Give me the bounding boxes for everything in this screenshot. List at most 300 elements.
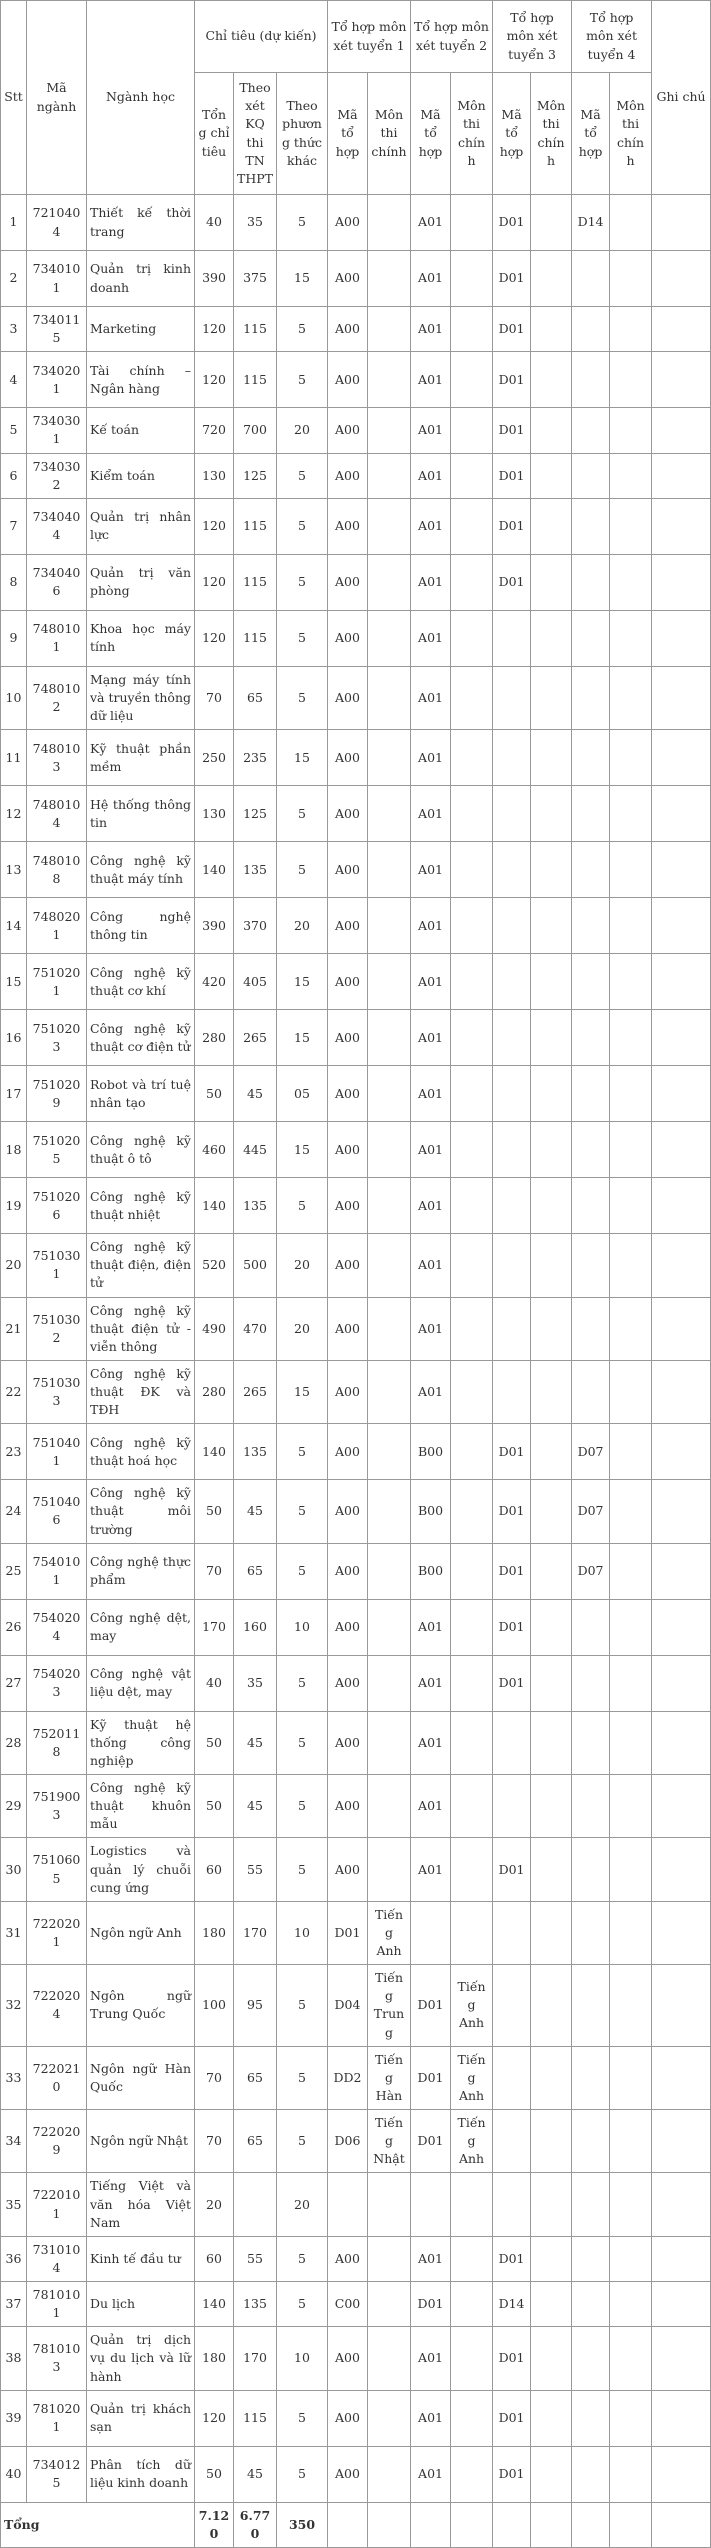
row-combo3-code: D01 <box>493 2327 531 2390</box>
row-combo1-main <box>368 1655 411 1711</box>
row-combo2-code: A01 <box>411 2390 451 2446</box>
row-major: Tiếng Việt và văn hóa Việt Nam <box>87 2173 195 2236</box>
row-combo2-code: A01 <box>411 1775 451 1838</box>
row-combo3-main <box>531 2046 572 2109</box>
row-combo4-main <box>610 2390 652 2446</box>
row-combo2-code: A01 <box>411 1838 451 1901</box>
row-combo1-main <box>368 786 411 842</box>
row-combo4-main <box>610 842 652 898</box>
row-code: 7220204 <box>27 1965 87 2047</box>
row-code: 7510401 <box>27 1424 87 1480</box>
row-major: Công nghệ kỹ thuật điện tử - viễn thông <box>87 1297 195 1360</box>
row-combo4-main <box>610 2046 652 2109</box>
row-stt: 19 <box>1 1178 27 1234</box>
row-quota-exam: 135 <box>234 842 277 898</box>
row-quota-total: 60 <box>195 2236 234 2281</box>
row-quota-total: 60 <box>195 1838 234 1901</box>
table-row <box>1 2110 711 2173</box>
table-row <box>1 1901 711 1964</box>
row-combo4-main <box>610 2173 652 2236</box>
row-combo4-code <box>572 1297 610 1360</box>
row-combo2-code: A01 <box>411 307 451 352</box>
row-major: Du lịch <box>87 2282 195 2327</box>
row-stt: 18 <box>1 1122 27 1178</box>
row-quota-exam: 45 <box>234 1711 277 1774</box>
row-combo3-code: D01 <box>493 1543 531 1599</box>
row-combo2-main <box>451 1297 493 1360</box>
row-combo3-main <box>531 1424 572 1480</box>
row-combo2-main <box>451 666 493 729</box>
row-note <box>652 1901 711 1964</box>
row-combo2-code: A01 <box>411 610 451 666</box>
row-combo1-main <box>368 408 411 453</box>
row-combo1-code: A00 <box>328 498 368 554</box>
row-note <box>652 2173 711 2236</box>
row-major: Công nghệ kỹ thuật cơ điện tử <box>87 1010 195 1066</box>
row-quota-exam: 65 <box>234 2046 277 2109</box>
row-combo3-code <box>493 1775 531 1838</box>
row-combo4-code <box>572 1360 610 1423</box>
row-code: 7480201 <box>27 898 87 954</box>
row-code: 7340125 <box>27 2446 87 2502</box>
row-combo1-main <box>368 453 411 498</box>
row-quota-other: 20 <box>277 1234 328 1297</box>
row-combo2-main <box>451 954 493 1010</box>
row-combo2-main <box>451 610 493 666</box>
row-combo2-code: A01 <box>411 954 451 1010</box>
row-quota-exam: 115 <box>234 610 277 666</box>
row-note <box>652 453 711 498</box>
row-stt: 23 <box>1 1424 27 1480</box>
row-note <box>652 554 711 610</box>
row-quota-total: 50 <box>195 1775 234 1838</box>
row-combo1-code: A00 <box>328 554 368 610</box>
row-combo4-code <box>572 1838 610 1901</box>
row-quota-other: 10 <box>277 1599 328 1655</box>
row-combo1-main <box>368 1122 411 1178</box>
row-combo1-main <box>368 1599 411 1655</box>
row-combo1-main <box>368 2446 411 2502</box>
row-combo2-main <box>451 554 493 610</box>
row-combo4-code <box>572 1234 610 1297</box>
row-combo2-code: A01 <box>411 666 451 729</box>
row-combo3-main <box>531 554 572 610</box>
row-major: Công nghệ kỹ thuật khuôn mẫu <box>87 1775 195 1838</box>
row-combo4-code <box>572 1599 610 1655</box>
row-combo4-main <box>610 1066 652 1122</box>
row-combo3-main <box>531 1599 572 1655</box>
row-combo2-main <box>451 251 493 307</box>
row-major: Ngôn ngữ Anh <box>87 1901 195 1964</box>
row-code: 7310104 <box>27 2236 87 2281</box>
row-combo4-code <box>572 453 610 498</box>
row-combo2-main <box>451 1066 493 1122</box>
row-code: 7480102 <box>27 666 87 729</box>
row-quota-total: 120 <box>195 307 234 352</box>
row-combo4-main <box>610 453 652 498</box>
row-quota-total: 70 <box>195 2046 234 2109</box>
row-combo4-main <box>610 1655 652 1711</box>
row-major: Công nghệ kỹ thuật ô tô <box>87 1122 195 1178</box>
row-major: Logistics và quản lý chuỗi cung ứng <box>87 1838 195 1901</box>
row-combo2-code: A01 <box>411 1010 451 1066</box>
row-combo4-main <box>610 2282 652 2327</box>
row-stt: 17 <box>1 1066 27 1122</box>
row-quota-other: 5 <box>277 666 328 729</box>
row-combo2-code: A01 <box>411 2236 451 2281</box>
row-combo1-main <box>368 1424 411 1480</box>
row-code: 7210404 <box>27 195 87 251</box>
row-combo3-code <box>493 1010 531 1066</box>
row-quota-exam: 370 <box>234 898 277 954</box>
header-stt: Stt <box>1 1 27 195</box>
row-quota-total: 50 <box>195 2446 234 2502</box>
row-combo3-code <box>493 730 531 786</box>
table-row <box>1 1543 711 1599</box>
row-combo1-code: A00 <box>328 954 368 1010</box>
row-combo2-main <box>451 195 493 251</box>
row-stt: 4 <box>1 352 27 408</box>
row-note <box>652 1066 711 1122</box>
table-row <box>1 1838 711 1901</box>
row-combo1-main <box>368 307 411 352</box>
table-row <box>1 666 711 729</box>
row-combo4-code <box>572 2236 610 2281</box>
row-combo1-main <box>368 251 411 307</box>
row-combo4-code <box>572 1010 610 1066</box>
row-combo4-main <box>610 1122 652 1178</box>
row-combo1-main <box>368 195 411 251</box>
row-quota-total: 120 <box>195 498 234 554</box>
table-row <box>1 1599 711 1655</box>
row-quota-exam: 160 <box>234 1599 277 1655</box>
row-combo2-main <box>451 1480 493 1543</box>
row-combo2-main <box>451 1655 493 1711</box>
row-combo2-code: A01 <box>411 1360 451 1423</box>
row-combo3-main <box>531 1655 572 1711</box>
row-combo2-code: A01 <box>411 554 451 610</box>
row-major: Quản trị nhân lực <box>87 498 195 554</box>
row-stt: 26 <box>1 1599 27 1655</box>
row-stt: 29 <box>1 1775 27 1838</box>
total-exam: 6.770 <box>234 2502 277 2547</box>
header-quota-group: Chỉ tiêu (dự kiến) <box>195 1 328 73</box>
row-stt: 40 <box>1 2446 27 2502</box>
row-combo2-main <box>451 2390 493 2446</box>
row-code: 7520118 <box>27 1711 87 1774</box>
row-combo3-main <box>531 1965 572 2047</box>
row-combo3-code: D01 <box>493 1599 531 1655</box>
row-quota-total: 120 <box>195 2390 234 2446</box>
row-major: Công nghệ kỹ thuật cơ khí <box>87 954 195 1010</box>
row-combo4-code <box>572 251 610 307</box>
row-quota-exam <box>234 2173 277 2236</box>
row-quota-exam: 115 <box>234 554 277 610</box>
row-combo3-main <box>531 1901 572 1964</box>
row-major: Kiểm toán <box>87 453 195 498</box>
row-code: 7220210 <box>27 2046 87 2109</box>
row-combo1-main <box>368 1775 411 1838</box>
row-combo1-code: A00 <box>328 1178 368 1234</box>
row-combo2-code: A01 <box>411 195 451 251</box>
header-combo-code: Mã tổ hợp <box>328 73 368 195</box>
row-combo4-code <box>572 2390 610 2446</box>
row-combo2-main <box>451 1360 493 1423</box>
row-quota-exam: 95 <box>234 1965 277 2047</box>
row-code: 7340406 <box>27 554 87 610</box>
row-combo2-main <box>451 2236 493 2281</box>
row-combo1-main <box>368 498 411 554</box>
row-quota-other: 5 <box>277 1711 328 1774</box>
row-combo3-code: D01 <box>493 251 531 307</box>
row-quota-exam: 115 <box>234 307 277 352</box>
row-code: 7340404 <box>27 498 87 554</box>
row-note <box>652 1711 711 1774</box>
row-major: Kỹ thuật hệ thống công nghiệp <box>87 1711 195 1774</box>
row-combo4-main <box>610 2110 652 2173</box>
row-code: 7340302 <box>27 453 87 498</box>
row-quota-total: 70 <box>195 1543 234 1599</box>
row-combo3-code <box>493 1066 531 1122</box>
row-combo3-code: D01 <box>493 2446 531 2502</box>
row-stt: 34 <box>1 2110 27 2173</box>
row-note <box>652 1655 711 1711</box>
row-combo1-code: A00 <box>328 352 368 408</box>
row-combo1-main: Tiếng Nhật <box>368 2110 411 2173</box>
row-combo2-main: Tiếng Anh <box>451 2110 493 2173</box>
row-combo2-main <box>451 498 493 554</box>
row-combo2-main <box>451 1838 493 1901</box>
header-note: Ghi chú <box>652 1 711 195</box>
header-combo-1: Tổ hợp môn xét tuyển 1 <box>328 1 411 73</box>
row-combo2-main <box>451 1178 493 1234</box>
row-quota-other: 5 <box>277 786 328 842</box>
row-combo1-code: A00 <box>328 730 368 786</box>
row-note <box>652 1297 711 1360</box>
header-combo-4: Tổ hợp môn xét tuyển 4 <box>572 1 652 73</box>
row-note <box>652 730 711 786</box>
table-row <box>1 2046 711 2109</box>
row-quota-exam: 170 <box>234 1901 277 1964</box>
row-combo3-main <box>531 954 572 1010</box>
row-quota-exam: 45 <box>234 2446 277 2502</box>
row-combo2-main <box>451 1775 493 1838</box>
row-combo2-main <box>451 1424 493 1480</box>
row-combo2-main <box>451 1901 493 1964</box>
row-combo2-main <box>451 408 493 453</box>
row-code: 7480108 <box>27 842 87 898</box>
row-note <box>652 1360 711 1423</box>
row-combo4-main <box>610 1480 652 1543</box>
row-combo3-code: D14 <box>493 2282 531 2327</box>
row-combo4-code <box>572 786 610 842</box>
row-stt: 16 <box>1 1010 27 1066</box>
row-quota-total: 50 <box>195 1480 234 1543</box>
row-combo4-main <box>610 666 652 729</box>
row-quota-exam: 65 <box>234 666 277 729</box>
table-row <box>1 352 711 408</box>
row-combo1-main <box>368 1234 411 1297</box>
row-combo2-code: A01 <box>411 898 451 954</box>
row-combo4-main <box>610 1360 652 1423</box>
row-major: Mạng máy tính và truyền thông dữ liệu <box>87 666 195 729</box>
row-combo4-main <box>610 251 652 307</box>
table-row <box>1 1965 711 2047</box>
row-combo4-code <box>572 554 610 610</box>
row-combo3-code <box>493 1711 531 1774</box>
row-quota-total: 720 <box>195 408 234 453</box>
row-quota-other: 5 <box>277 1655 328 1711</box>
table-row <box>1 251 711 307</box>
row-stt: 25 <box>1 1543 27 1599</box>
row-quota-other: 5 <box>277 195 328 251</box>
row-combo1-code <box>328 2173 368 2236</box>
row-combo4-code <box>572 2173 610 2236</box>
row-quota-other: 5 <box>277 554 328 610</box>
row-combo4-main <box>610 1965 652 2047</box>
row-combo1-code: A00 <box>328 1424 368 1480</box>
row-note <box>652 2327 711 2390</box>
row-stt: 6 <box>1 453 27 498</box>
row-note <box>652 1543 711 1599</box>
total-quota: 7.120 <box>195 2502 234 2547</box>
row-quota-total: 70 <box>195 2110 234 2173</box>
row-stt: 12 <box>1 786 27 842</box>
row-stt: 37 <box>1 2282 27 2327</box>
row-combo4-main <box>610 498 652 554</box>
row-combo4-main <box>610 554 652 610</box>
row-combo4-code <box>572 352 610 408</box>
row-combo1-main <box>368 610 411 666</box>
row-combo1-code: A00 <box>328 666 368 729</box>
row-major: Công nghệ kỹ thuật môi trường <box>87 1480 195 1543</box>
row-major: Quản trị dịch vụ du lịch và lữ hành <box>87 2327 195 2390</box>
row-combo2-code <box>411 2173 451 2236</box>
row-code: 7340201 <box>27 352 87 408</box>
table-row <box>1 2390 711 2446</box>
row-quota-exam: 265 <box>234 1010 277 1066</box>
row-combo2-main: Tiếng Anh <box>451 1965 493 2047</box>
row-combo3-code <box>493 898 531 954</box>
table-row <box>1 842 711 898</box>
row-combo2-main <box>451 898 493 954</box>
row-major: Công nghệ thông tin <box>87 898 195 954</box>
row-combo1-code: DD2 <box>328 2046 368 2109</box>
row-combo3-code: D01 <box>493 1655 531 1711</box>
row-combo3-code <box>493 1178 531 1234</box>
row-quota-total: 250 <box>195 730 234 786</box>
row-quota-total: 140 <box>195 842 234 898</box>
row-combo3-main <box>531 1775 572 1838</box>
row-major: Robot và trí tuệ nhân tạo <box>87 1066 195 1122</box>
row-note <box>652 898 711 954</box>
row-combo4-code: D07 <box>572 1480 610 1543</box>
row-combo3-code: D01 <box>493 2390 531 2446</box>
row-combo3-main <box>531 730 572 786</box>
row-combo2-code: A01 <box>411 786 451 842</box>
row-combo2-code: D01 <box>411 2282 451 2327</box>
row-combo4-main <box>610 2236 652 2281</box>
row-quota-exam: 135 <box>234 1178 277 1234</box>
row-stt: 35 <box>1 2173 27 2236</box>
row-combo1-main: Tiếng Trung <box>368 1965 411 2047</box>
row-stt: 36 <box>1 2236 27 2281</box>
row-quota-total: 140 <box>195 1424 234 1480</box>
row-code: 7510406 <box>27 1480 87 1543</box>
row-quota-exam: 170 <box>234 2327 277 2390</box>
row-code: 7810103 <box>27 2327 87 2390</box>
row-combo4-code: D07 <box>572 1424 610 1480</box>
row-combo3-main <box>531 2282 572 2327</box>
row-note <box>652 954 711 1010</box>
row-combo4-code <box>572 307 610 352</box>
row-stt: 15 <box>1 954 27 1010</box>
row-combo3-code <box>493 2110 531 2173</box>
row-quota-total: 140 <box>195 1178 234 1234</box>
row-combo4-code <box>572 842 610 898</box>
row-combo1-main <box>368 1066 411 1122</box>
row-combo1-code: A00 <box>328 251 368 307</box>
row-code: 7510605 <box>27 1838 87 1901</box>
row-major: Ngôn ngữ Trung Quốc <box>87 1965 195 2047</box>
row-stt: 2 <box>1 251 27 307</box>
row-combo4-main <box>610 1711 652 1774</box>
row-combo3-main <box>531 1066 572 1122</box>
row-combo1-code: A00 <box>328 2236 368 2281</box>
row-quota-total: 20 <box>195 2173 234 2236</box>
header-combo-code: Mã tổ hợp <box>493 73 531 195</box>
row-combo4-code <box>572 2327 610 2390</box>
row-quota-total: 180 <box>195 1901 234 1964</box>
row-code: 7519003 <box>27 1775 87 1838</box>
row-combo2-main <box>451 1010 493 1066</box>
row-combo2-code: D01 <box>411 1965 451 2047</box>
row-note <box>652 352 711 408</box>
header-major: Ngành học <box>87 1 195 195</box>
row-combo3-main <box>531 1297 572 1360</box>
row-quota-total: 280 <box>195 1010 234 1066</box>
row-quota-other: 5 <box>277 1178 328 1234</box>
row-combo4-main <box>610 195 652 251</box>
row-combo3-code <box>493 2046 531 2109</box>
row-combo4-code <box>572 1711 610 1774</box>
row-combo1-main <box>368 2282 411 2327</box>
row-combo2-code: A01 <box>411 408 451 453</box>
header-combo-3: Tổ hợp môn xét tuyển 3 <box>493 1 572 73</box>
row-quota-other: 5 <box>277 2046 328 2109</box>
row-combo3-main <box>531 1122 572 1178</box>
row-note <box>652 1965 711 2047</box>
row-note <box>652 1424 711 1480</box>
row-quota-exam: 115 <box>234 2390 277 2446</box>
header-quota-exam: Theo xét KQ thi TN THPT <box>234 73 277 195</box>
row-quota-total: 390 <box>195 251 234 307</box>
row-combo2-main <box>451 2282 493 2327</box>
row-combo1-main <box>368 1543 411 1599</box>
row-combo2-main <box>451 1122 493 1178</box>
table-row <box>1 1234 711 1297</box>
row-combo4-main <box>610 2446 652 2502</box>
row-note <box>652 307 711 352</box>
row-major: Quản trị kinh doanh <box>87 251 195 307</box>
total-other: 350 <box>277 2502 328 2547</box>
row-combo1-code: A00 <box>328 2327 368 2390</box>
table-body <box>1 195 711 2503</box>
row-combo2-main <box>451 2446 493 2502</box>
row-combo4-code <box>572 1178 610 1234</box>
row-combo4-code <box>572 2110 610 2173</box>
row-combo3-code: D01 <box>493 1424 531 1480</box>
